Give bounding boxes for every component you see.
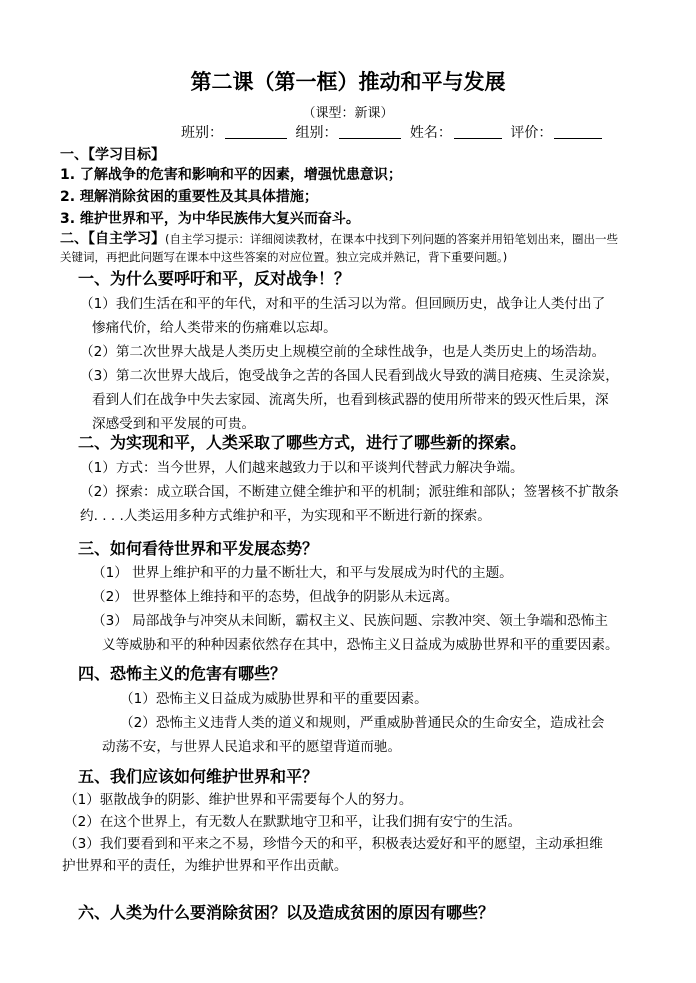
question-5-text: （1）驱散战争的阴影、维护世界和平需要每个人的努力。 xyxy=(64,792,413,808)
eval-label: 评价： xyxy=(510,125,553,141)
class-blank[interactable] xyxy=(225,124,287,139)
question-1-text: （1）我们生活在和平的年代，对和平的生活习以为常。但回顾历史，战争让人类付出了 xyxy=(80,296,606,312)
self-study-heading-row xyxy=(60,228,618,248)
question-4-text: （1）恐怖主义日益成为威胁世界和平的重要因素。 xyxy=(120,691,428,707)
group-blank[interactable] xyxy=(339,124,401,139)
class-label: 班别： xyxy=(181,125,223,141)
goal-item: 3. 维护世界和平，为中华民族伟大复兴而奋斗。 xyxy=(60,211,360,227)
eval-blank[interactable] xyxy=(554,124,602,139)
question-3-text: （2） 世界整体上维持和平的态势，但战争的阴影从未远离。 xyxy=(92,589,459,605)
name-blank[interactable] xyxy=(454,124,502,139)
question-3-text: （1） 世界上维护和平的力量不断壮大，和平与发展成为时代的主题。 xyxy=(92,565,513,581)
question-4-text: 动荡不安，与世界人民追求和平的愿望背道而驰。 xyxy=(102,739,402,755)
question-6-title: 六、人类为什么要消除贫困？以及造成贫困的原因有哪些？ xyxy=(78,903,495,922)
self-study-note: (自主学习提示：详细阅读教材，在课本中找到下列问题的答案并用铅笔划出来，圈出一些 xyxy=(165,232,618,246)
goal-item: 2. 理解消除贫困的重要性及其具体措施； xyxy=(60,189,318,205)
question-1-text: （3）第二次世界大战后，饱受战争之苦的各国人民看到战火导致的满目疮痍、生灵涂炭， xyxy=(80,368,619,384)
question-2-text: （1）方式：当今世界，人们越来越致力于以和平谈判代替武力解决争端。 xyxy=(80,460,524,476)
section-heading-self-study: 二、【自主学习】 xyxy=(60,231,165,247)
question-1-text: 惨痛代价，给人类带来的伤痛难以忘却。 xyxy=(92,320,337,336)
question-1-text: 深感受到和平发展的可贵。 xyxy=(92,416,256,432)
page-title: 第二课（第一框）推动和平与发展 xyxy=(190,70,506,94)
question-5-title: 五、我们应该如何维护世界和平？ xyxy=(78,767,319,786)
question-5-text: （2）在这个世界上，有无数人在默默地守卫和平，让我们拥有安宁的生活。 xyxy=(64,814,522,830)
lesson-type: （课型：新课） xyxy=(302,106,394,121)
student-info-line xyxy=(181,122,606,142)
question-3-text: 义等威胁和平的种种因素依然存在其中，恐怖主义日益成为威胁世界和平的重要因素。 xyxy=(102,637,619,653)
question-2-text: 约. . . .人类运用多种方式维护和平，为实现和平不断进行新的探索。 xyxy=(80,508,491,524)
self-study-note-cont: 关键词，再把此问题写在课本中这些答案的对应位置。独立完成并熟记，背下重要问题。) xyxy=(60,250,508,264)
section-heading-goals: 一、【学习目标】 xyxy=(60,147,165,163)
question-4-text: （2）恐怖主义违背人类的道义和规则，严重威胁普通民众的生命安全，造成社会 xyxy=(120,715,605,731)
name-label: 姓名： xyxy=(409,125,452,141)
goal-item: 1. 了解战争的危害和影响和平的因素，增强忧患意识； xyxy=(60,167,402,183)
question-2-text: （2）探索：成立联合国，不断建立健全维护和平的机制；派驻维和部队；签署核不扩散条 xyxy=(80,484,619,500)
question-5-text: 护世界和平的责任，为维护世界和平作出贡献。 xyxy=(62,858,348,874)
group-label: 组别： xyxy=(295,125,338,141)
question-1-text: （2）第二次世界大战是人类历史上规模空前的全球性战争，也是人类历史上的场浩劫。 xyxy=(80,344,606,360)
question-2-title: 二、为实现和平，人类采取了哪些方式，进行了哪些新的探索。 xyxy=(78,433,527,452)
question-3-text: （3） 局部战争与冲突从未间断，霸权主义、民族问题、宗教冲突、领土争端和恐怖主 xyxy=(92,613,608,629)
question-5-text: （3）我们要看到和平来之不易，珍惜今天的和平，积极表达爱好和平的愿望，主动承担维 xyxy=(64,836,603,852)
question-1-text: 看到人们在战争中失去家园、流离失所，也看到核武器的使用所带来的毁灭性后果，深 xyxy=(92,392,609,408)
question-1-title: 一、为什么要呼吁和平，反对战争！？ xyxy=(78,269,351,288)
question-4-title: 四、恐怖主义的危害有哪些？ xyxy=(78,664,287,683)
question-3-title: 三、如何看待世界和平发展态势？ xyxy=(78,539,319,558)
